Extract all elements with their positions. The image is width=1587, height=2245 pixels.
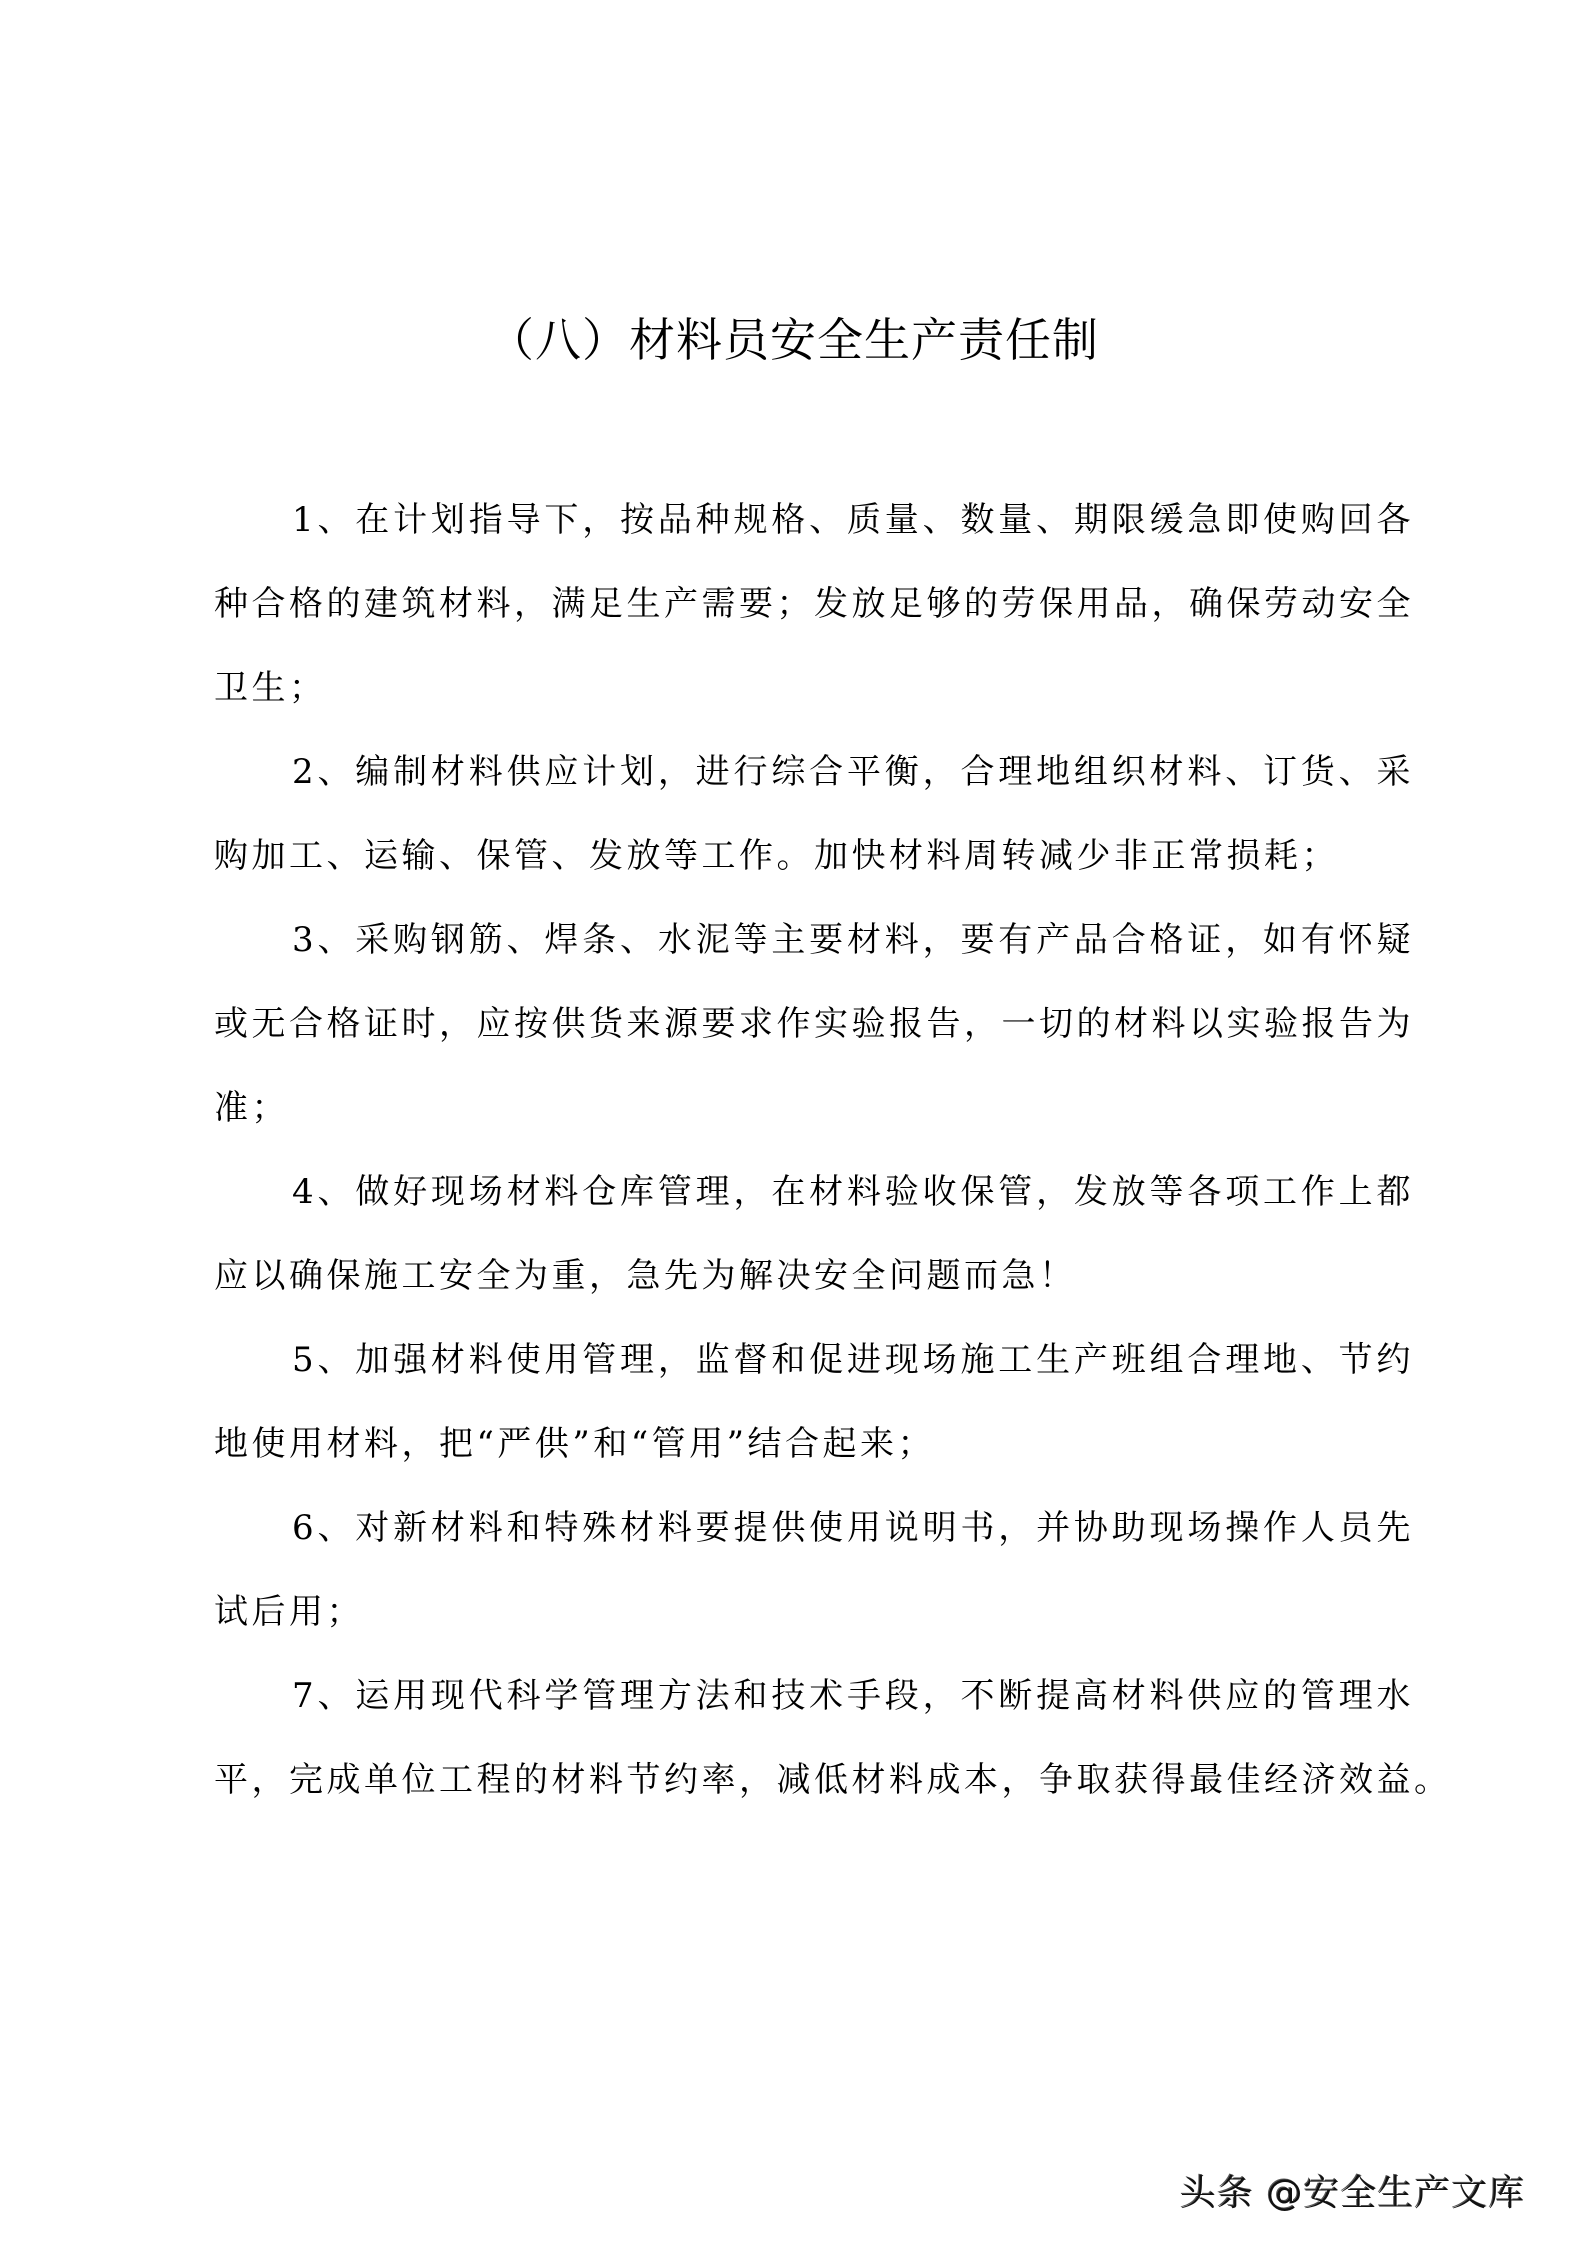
paragraph-line: 2、编制材料供应计划，进行综合平衡，合理地组织材料、订货、采 <box>292 752 1414 792</box>
paragraph-3 <box>214 898 1414 1150</box>
paragraph-line: 种合格的建筑材料，满足生产需要；发放足够的劳保用品，确保劳动安全 <box>214 584 1414 624</box>
paragraph-line: 5、加强材料使用管理，监督和促进现场施工生产班组合理地、节约 <box>292 1340 1414 1380</box>
paragraph-7 <box>214 1654 1452 1822</box>
paragraph-5 <box>214 1318 1414 1486</box>
paragraph-line: 应以确保施工安全为重，急先为解决安全问题而急！ <box>214 1256 1077 1296</box>
paragraph-line: 试后用； <box>214 1592 364 1632</box>
paragraph-line: 购加工、运输、保管、发放等工作。加快材料周转减少非正常损耗； <box>214 836 1339 876</box>
paragraph-line: 地使用材料，把“严供”和“管用”结合起来； <box>214 1424 936 1464</box>
paragraph-line: 4、做好现场材料仓库管理，在材料验收保管，发放等各项工作上都 <box>292 1172 1414 1212</box>
paragraph-line: 3、采购钢筋、焊条、水泥等主要材料，要有产品合格证，如有怀疑 <box>292 920 1414 960</box>
paragraph-1 <box>214 478 1414 730</box>
paragraph-6 <box>214 1486 1414 1654</box>
paragraph-line: 平，完成单位工程的材料节约率，减低材料成本，争取获得最佳经济效益。 <box>214 1760 1452 1800</box>
paragraph-line: 1、在计划指导下，按品种规格、质量、数量、期限缓急即使购回各 <box>292 500 1414 540</box>
watermark: 头条 @安全生产文库 <box>1180 2173 1526 2214</box>
paragraph-line: 卫生； <box>214 668 327 708</box>
paragraph-line: 或无合格证时，应按供货来源要求作实验报告，一切的材料以实验报告为 <box>214 1004 1414 1044</box>
document-title: （八）材料员安全生产责任制 <box>488 313 1099 367</box>
paragraph-line: 7、运用现代科学管理方法和技术手段，不断提高材料供应的管理水 <box>292 1676 1414 1716</box>
paragraph-line: 准； <box>214 1088 289 1128</box>
paragraph-line: 6、对新材料和特殊材料要提供使用说明书，并协助现场操作人员先 <box>292 1508 1414 1548</box>
paragraph-4 <box>214 1150 1414 1318</box>
document-body <box>214 478 1452 1822</box>
paragraph-2 <box>214 730 1414 898</box>
